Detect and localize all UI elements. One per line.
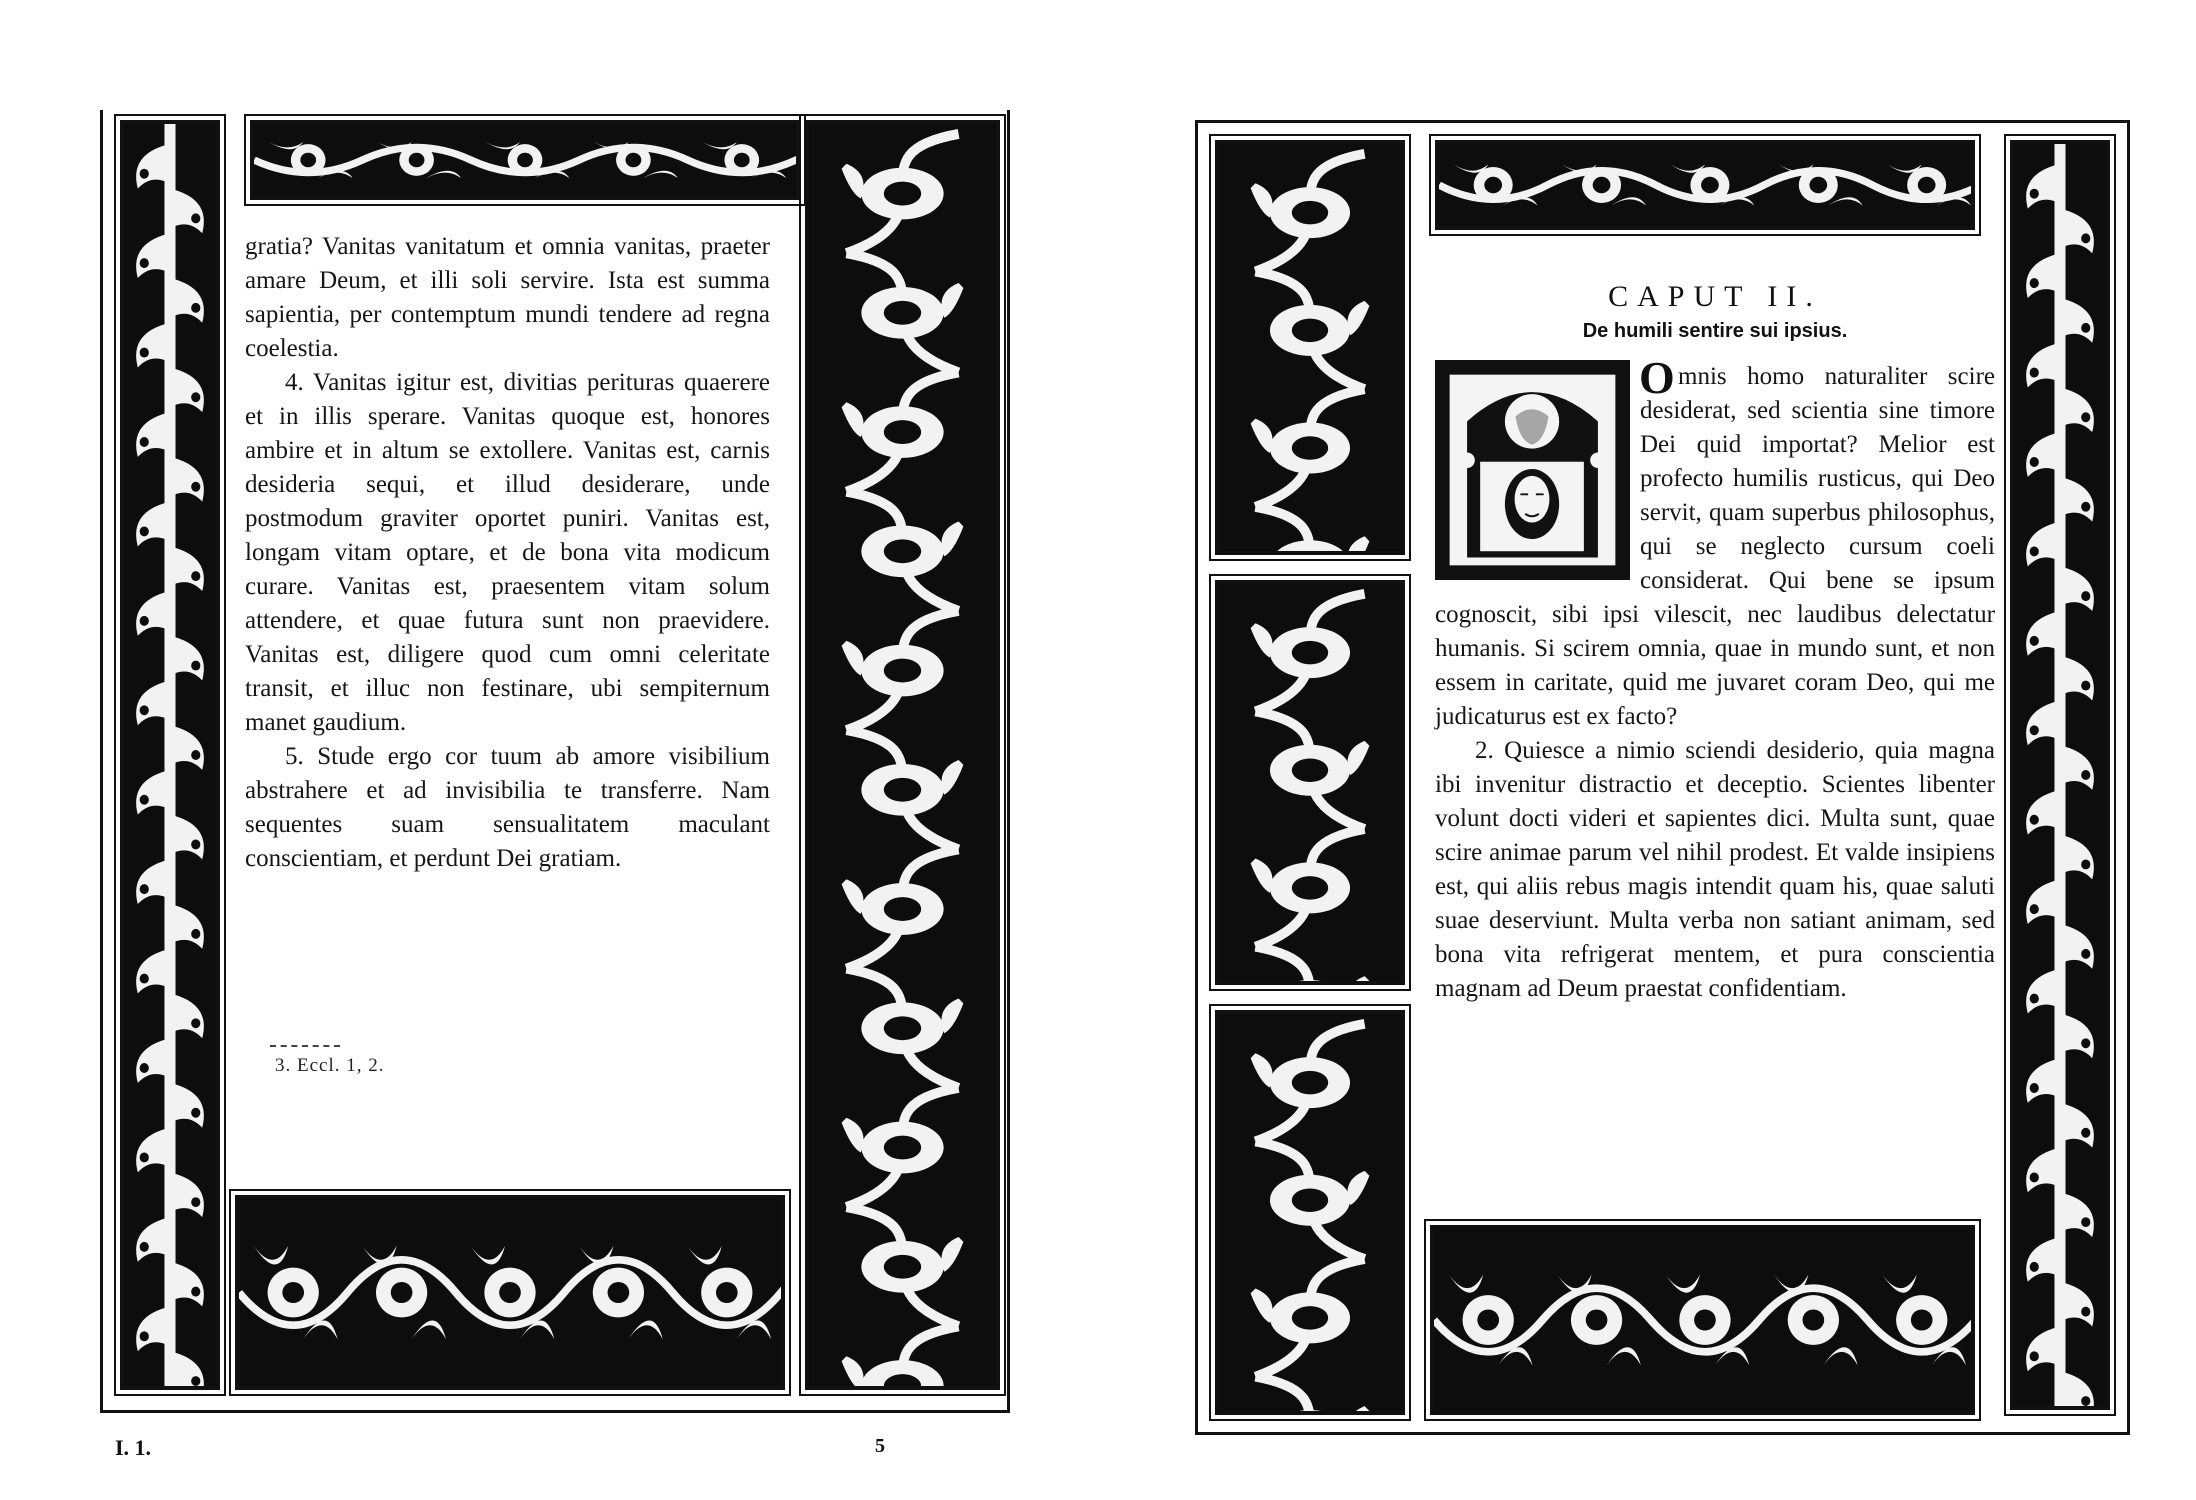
floral-scroll-ornament-icon [1215,1010,1405,1415]
floral-scroll-ornament-icon [235,1195,785,1390]
body-paragraph: 4. Vanitas igitur est, divitias perituras quaerere et in illis sperare. Vanitas quoque est, honores ambire et in altum se extollere. Vanitas est, carnis desideria sequi, et illud desiderare, unde postmodum graviter oportet puniri. Vanitas est, longam vitam optare, et de bona vita modicum curare. Vanitas est, praesentem vitam solum attendere, et quae futura sunt non praevidere. Vanitas est, diligere quod cum omni celeritate transit, et illuc non festinare, ubi sempiternum manet gaudium. [245,369,770,736]
drop-cap: O [1639,352,1675,403]
body-paragraph-text: mnis homo naturaliter scire desiderat, sed scientia sine timore Dei quid importat? Melior est profecto humilis rusticus, qui Deo servit, quam superbus philosophus, qui se neglecto cursum coeli considerat. Qui bene se ipsum cognoscit, sibi ipsi vilescit, nec laudibus delectatur humanis. Si scirem omnia, quae in mundo sunt, et non essem in caritate, quid me juvaret coram Deo, qui me judicaturus est ex facto? [1435,363,1995,730]
chapter-title: CAPUT II. [1608,280,1822,313]
body-paragraph: gratia? Vanitas vanitatum et omnia vanitas, praeter amare Deum, et illi soli servire. Ista est summa sapientia, per contemptum mundi tendere ad regna coelestia. [245,233,770,362]
body-paragraph: 5. Stude ergo cor tuum ab amore visibilium abstrahere et ad invisibilia te transferre. Nam sequentes suam sensualitatem maculant conscientiam, et perdunt Dei gratiam. [245,743,770,872]
left-page [100,110,1010,1460]
right-page [1195,120,2130,1440]
floral-scroll-ornament-icon [805,120,1000,1390]
grotesque-figure-ornament-icon [1215,580,1405,985]
right-page-body [1435,360,1995,1006]
left-page-base-rule [100,1410,1010,1413]
initial-float-spacer [1435,360,1640,595]
bird-ornament-icon [1215,140,1405,555]
signature-mark: I. 1. [115,1435,152,1460]
acanthus-vine-ornament-icon [2010,140,2110,1410]
left-page-body [245,230,770,876]
grotesque-figure-ornament-icon [1430,1225,1975,1415]
page-number: 5 [875,1435,885,1457]
chapter-subtitle: De humili sentire sui ipsius. [1582,320,1848,342]
footnote-rule [270,1045,340,1047]
bird-ornament-icon [1435,140,1975,230]
acanthus-vine-ornament-icon [120,120,220,1390]
body-paragraph: 2. Quiesce a nimio sciendi desiderio, quia magna ibi invenitur distractio et deceptio. Scientes libenter volunt docti videri et sapientes dici. Multa sunt, quae scire animae parum vel nihil prodest. Et valde insipiens est, qui aliis rebus magis intendit quam his, quae saluti suae deserviunt. Multa verba non satiant animam, sed bona vita refrigerat mentem, et pura conscientia magnam ad Deum praestat confidentiam. [1435,737,1995,1002]
floral-scroll-ornament-icon [250,120,800,200]
footnote: 3. Eccl. 1, 2. [275,1055,385,1076]
